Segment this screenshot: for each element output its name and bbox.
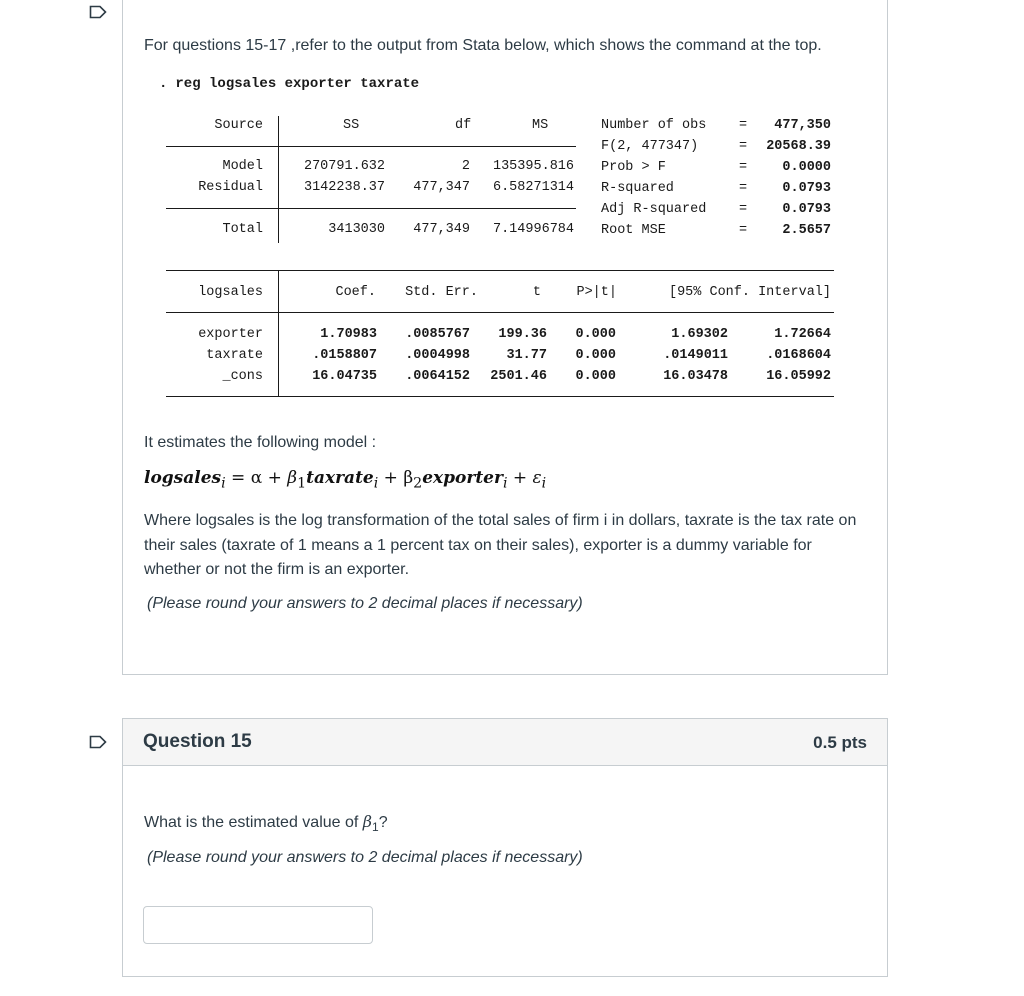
coef-p: 0.000	[575, 369, 616, 384]
question-points: 0.5 pts	[813, 733, 867, 752]
round-note: (Please round your answers to 2 decimal places if necessary)	[147, 595, 583, 612]
coef-se: .0085767	[405, 327, 470, 342]
stat-value: 0.0000	[782, 160, 831, 175]
question-intro-panel	[122, 0, 888, 675]
stat-label: F(2, 477347)	[601, 139, 699, 154]
question-title: Question 15	[143, 731, 252, 752]
stat-eq: =	[739, 223, 748, 238]
header-source: Source	[214, 118, 263, 133]
stat-label: Adj R-squared	[601, 202, 707, 217]
flag-question-icon[interactable]	[89, 735, 107, 749]
coef-se: .0064152	[405, 369, 470, 384]
coef-header-coef: Coef.	[335, 285, 376, 300]
coef-header-t: t	[532, 285, 541, 300]
coef-ci-low: .0149011	[663, 348, 728, 363]
coef-t: 2501.46	[490, 369, 547, 384]
coef-var: taxrate	[206, 348, 263, 363]
anova-ms: 135395.816	[492, 159, 574, 174]
answer-input[interactable]	[143, 906, 373, 944]
anova-ms: 7.14996784	[492, 222, 574, 237]
coef-ci-high: 1.72664	[774, 327, 831, 342]
anova-df: 477,347	[413, 180, 470, 195]
stat-eq: =	[739, 181, 748, 196]
anova-ss: 3413030	[328, 222, 385, 237]
stat-value: 20568.39	[766, 139, 831, 154]
model-lead: It estimates the following model :	[144, 434, 377, 451]
stat-eq: =	[739, 139, 748, 154]
anova-df: 477,349	[413, 222, 470, 237]
coef-se: .0004998	[405, 348, 470, 363]
header-df: df	[455, 118, 472, 133]
coef-p: 0.000	[575, 348, 616, 363]
coef-header-ci: [95% Conf. Interval]	[668, 285, 831, 300]
coef-var: exporter	[198, 327, 263, 342]
model-description: Where logsales is the log transformation of the total sales of firm i in dollars, taxrate is the tax rate on their sales (taxrate of 1 means a 1 percent tax on their sales), exporter is a dummy variable for whether or not the firm is an exporter.	[144, 512, 857, 578]
stat-label: Number of obs	[601, 118, 707, 133]
stat-value: 477,350	[774, 118, 831, 133]
anova-source: Total	[222, 222, 263, 237]
stat-eq: =	[739, 202, 748, 217]
coef-p: 0.000	[575, 327, 616, 342]
stat-eq: =	[739, 160, 748, 175]
question-header	[123, 719, 887, 766]
header-ms: MS	[532, 118, 549, 133]
question-text: What is the estimated value of $\beta_1$?	[144, 812, 388, 835]
coef-t: 199.36	[498, 327, 547, 342]
stat-value: 0.0793	[782, 181, 831, 196]
anova-df: 2	[461, 159, 470, 174]
stat-value: 0.0793	[782, 202, 831, 217]
coef-header-var: logsales	[198, 285, 263, 300]
anova-ms: 6.58271314	[492, 180, 574, 195]
stat-label: Prob > F	[601, 160, 666, 175]
coef-var: _cons	[222, 369, 263, 384]
model-equation: logsales$_i$ = $\alpha + \beta_1taxrate_i$ + $\beta_2exporter_i + \varepsilon_i$	[144, 468, 547, 492]
flag-question-icon[interactable]	[89, 5, 107, 19]
anova-ss: 3142238.37	[303, 180, 385, 195]
question-round-note: (Please round your answers to 2 decimal places if necessary)	[147, 849, 583, 866]
coef-value: .0158807	[312, 348, 377, 363]
coef-ci-low: 16.03478	[663, 369, 728, 384]
stat-value: 2.5657	[782, 223, 831, 238]
coef-ci-high: 16.05992	[766, 369, 831, 384]
coef-value: 16.04735	[312, 369, 377, 384]
anova-source: Model	[222, 159, 263, 174]
intro-text: For questions 15-17 ,refer to the output from Stata below, which shows the command at the top.	[144, 37, 822, 54]
coef-t: 31.77	[506, 348, 547, 363]
stata-command: . reg logsales exporter taxrate	[159, 76, 420, 92]
question-15-panel	[122, 718, 888, 977]
stat-label: Root MSE	[601, 223, 666, 238]
coef-header-se: Std. Err.	[405, 285, 478, 300]
anova-source: Residual	[198, 180, 263, 195]
header-ss: SS	[343, 118, 360, 133]
coef-ci-low: 1.69302	[671, 327, 728, 342]
stat-eq: =	[739, 118, 748, 133]
coef-header-p: P>|t|	[576, 285, 617, 300]
anova-ss: 270791.632	[303, 159, 385, 174]
coef-value: 1.70983	[320, 327, 377, 342]
stat-label: R-squared	[601, 181, 674, 196]
coef-ci-high: .0168604	[766, 348, 831, 363]
